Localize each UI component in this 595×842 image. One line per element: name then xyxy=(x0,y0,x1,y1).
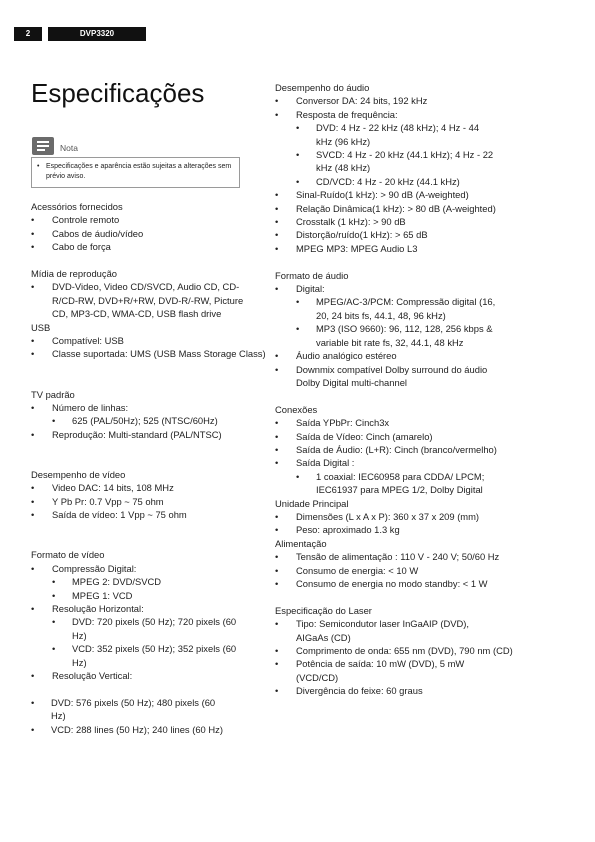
list-item: Número de linhas: xyxy=(52,402,129,414)
list-item: MPEG MP3: MPEG Audio L3 xyxy=(296,242,418,254)
section-formato-video: Formato de vídeo • Compressão Digital: • MPEG 2: DVD/SVCD • MPEG 1: VCD • Resolução Horizontal: • DVD: 720 pixels (50 Hz); 720 pixels (60 Hz) • VCD: 352 pixels (50 Hz); 352 pixels (60 Hz) • Resolução Vertical: • DVD: 576 pixels (50 Hz); 480 pixels (60 Hz) • VCD: 288 lines (50 Hz); 240 lines (60 Hz) xyxy=(31,548,281,736)
note-text: Especificações e aparência estão sujeitas a alterações sem prévio aviso. xyxy=(46,163,232,180)
list-subitem: DVD: 720 pixels (50 Hz); 720 pixels (60 Hz) xyxy=(72,616,237,641)
section-conexoes: Conexões • Saída YPbPr: Cinch3x • Saída de Vídeo: Cinch (amarelo) • Saída de Áudio: (L+R): Cinch (branco/vermelho) • Saída Digital : • 1 coaxial: IEC60958 para CDDA/ LPCM; IEC61937 para MPEG 1/2, Dolby Digital xyxy=(275,403,525,497)
list-item: Reprodução: Multi-standard (PAL/NTSC) xyxy=(52,428,222,440)
list-item: Saída YPbPr: Cinch3x xyxy=(296,417,390,429)
list-item: Sinal-Ruído(1 kHz): > 90 dB (A-weighted) xyxy=(296,189,469,201)
list-item: Potência de saída: 10 mW (DVD), 5 mW (VCD/CD) xyxy=(296,658,465,683)
list-item: Saída de vídeo: 1 Vpp ~ 75 ohm xyxy=(52,509,187,521)
page-number: 2 xyxy=(14,27,42,41)
note-box xyxy=(31,137,240,188)
list-item: Dimensões (L x A x P): 360 x 37 x 209 (mm) xyxy=(296,510,480,522)
list-item: Áudio analógico estéreo xyxy=(296,350,397,362)
list-item: Consumo de energia: < 10 W xyxy=(296,564,419,576)
section-midia: Mídia de reprodução • DVD-Video, Video CD/SVCD, Audio CD, CD-R/CD-RW, DVD+R/+RW, DVD-R/-RW, Picture CD, MP3-CD, WMA-CD, USB flash drive xyxy=(31,267,281,321)
note-icon xyxy=(32,137,54,155)
list-item: Cabo de força xyxy=(52,241,111,253)
list-item: Video DAC: 14 bits, 108 MHz xyxy=(52,482,174,494)
list-item: Digital: xyxy=(296,283,325,295)
note-body: • Especificações e aparência estão sujeitas a alterações sem prévio aviso. xyxy=(31,158,240,188)
page-title: Especificações xyxy=(31,78,205,108)
list-item: Comprimento de onda: 655 nm (DVD), 790 nm (CD) xyxy=(296,645,513,657)
list-item: Tensão de alimentação : 110 V - 240 V; 50/60 Hz xyxy=(296,551,500,563)
section-formato-audio: Formato de áudio • Digital: • MPEG/AC-3/PCM: Compressão digital (16, 20, 24 bits fs, 44.1, 48, 96 kHz) • MP3 (ISO 9660): 96, 112, 128, 256 kbps & variable bit rate fs, 32, 44.1, 48 kHz • Áudio analógico estéreo • Downmix compatível Dolby surround do áudio Dolby Digital multi-channel xyxy=(275,269,525,390)
list-item: Saída de Vídeo: Cinch (amarelo) xyxy=(296,430,433,442)
model-label: DVP3320 xyxy=(48,27,146,41)
list-item: Resolução Horizontal: xyxy=(52,603,144,615)
list-item: Y Pb Pr: 0.7 Vpp ~ 75 ohm xyxy=(52,495,164,507)
list-item: Downmix compatível Dolby surround do áudio Dolby Digital multi-channel xyxy=(296,363,488,388)
list-item: Consumo de energia no modo standby: < 1 W xyxy=(296,578,488,589)
section-title: Unidade Principal xyxy=(275,497,349,509)
section-alimentacao: Alimentação • Tensão de alimentação : 110 V - 240 V; 50/60 Hz • Consumo de energia: < 10 W • Consumo de energia no modo standby: < 1 W xyxy=(275,537,525,591)
list-item: Resolução Vertical: xyxy=(52,670,133,682)
list-subitem: SVCD: 4 Hz - 20 kHz (44.1 kHz); 4 Hz - 22 kHz (48 kHz) xyxy=(316,149,494,174)
left-column xyxy=(31,200,281,736)
list-item: VCD: 288 lines (50 Hz); 240 lines (60 Hz) xyxy=(51,723,223,735)
note-label: Nota xyxy=(60,143,78,153)
section-audio: Desempenho do áudio • Conversor DA: 24 bits, 192 kHz • Resposta de frequência: • DVD: 4 Hz - 22 kHz (48 kHz); 4 Hz - 44 kHz (96 kHz) • SVCD: 4 Hz - 20 kHz (44.1 kHz); 4 Hz - 22 kHz (48 kHz) • CD/VCD: 4 Hz - 20 kHz (44.1 kHz) • Sinal-Ruído(1 kHz): > 90 dB (A-weighted) • Relação Dinâmica(1 kHz): > 80 dB (A-weighted) • Crosstalk (1 kHz): > 90 dB • Distorção/ruído(1 kHz): > 65 dB • MPEG MP3: MPEG Audio L3 xyxy=(275,81,525,255)
list-item: Relação Dinâmica(1 kHz): > 80 dB (A-weighted) xyxy=(296,202,496,214)
section-title: Alimentação xyxy=(275,537,327,549)
list-item: Classe suportada: UMS (USB Mass Storage Class) xyxy=(52,348,266,360)
section-title: Conexões xyxy=(275,403,318,415)
list-item: Compatível: USB xyxy=(52,335,124,347)
list-subitem: DVD: 4 Hz - 22 kHz (48 kHz); 4 Hz - 44 kHz (96 kHz) xyxy=(316,122,480,147)
section-title: USB xyxy=(31,321,51,333)
list-item: Divergência do feixe: 60 graus xyxy=(296,685,423,697)
section-title: Especificação do Laser xyxy=(275,604,372,616)
section-unidade: Unidade Principal • Dimensões (L x A x P): 360 x 37 x 209 (mm) • Peso: aproximado 1.3 kg xyxy=(275,497,525,537)
section-title: Formato de vídeo xyxy=(31,549,105,561)
list-item: Saída de Áudio: (L+R): Cinch (branco/vermelho) xyxy=(296,443,497,455)
section-title: Formato de áudio xyxy=(275,269,349,281)
right-column xyxy=(275,81,525,698)
section-title: Desempenho de vídeo xyxy=(31,469,126,481)
list-item: Conversor DA: 24 bits, 192 kHz xyxy=(296,95,428,107)
list-item: Controle remoto xyxy=(52,214,120,226)
list-item: Tipo: Semicondutor laser InGaAIP (DVD), AIGaAs (CD) xyxy=(296,618,469,643)
list-item: Cabos de áudio/vídeo xyxy=(52,227,144,239)
list-item: Crosstalk (1 kHz): > 90 dB xyxy=(296,216,406,228)
section-title: Desempenho do áudio xyxy=(275,82,370,93)
list-item: Resposta de frequência: xyxy=(296,108,398,120)
list-subitem: MPEG 2: DVD/SVCD xyxy=(72,576,162,588)
list-item: Saída Digital : xyxy=(296,457,355,469)
list-item: Distorção/ruído(1 kHz): > 65 dB xyxy=(296,229,428,241)
section-video: Desempenho de vídeo • Video DAC: 14 bits, 108 MHz • Y Pb Pr: 0.7 Vpp ~ 75 ohm • Saída de vídeo: 1 Vpp ~ 75 ohm xyxy=(31,468,281,522)
section-laser: Especificação do Laser • Tipo: Semicondutor laser InGaAIP (DVD), AIGaAs (CD) • Comprimento de onda: 655 nm (DVD), 790 nm (CD) • Potência de saída: 10 mW (DVD), 5 mW (VCD/CD) • Divergência do feixe: 60 graus xyxy=(275,604,525,698)
list-subitem: MPEG 1: VCD xyxy=(72,589,133,601)
list-subitem: VCD: 352 pixels (50 Hz); 352 pixels (60 Hz) xyxy=(72,643,237,668)
list-subitem: MPEG/AC-3/PCM: Compressão digital (16, 20, 24 bits fs, 44.1, 48, 96 kHz) xyxy=(316,296,496,321)
note-header xyxy=(31,137,240,158)
section-tv: TV padrão • Número de linhas: • 625 (PAL/50Hz); 525 (NTSC/60Hz) • Reprodução: Multi-standard (PAL/NTSC) xyxy=(31,388,281,442)
list-subitem: CD/VCD: 4 Hz - 20 kHz (44.1 kHz) xyxy=(316,175,460,187)
section-title: Mídia de reprodução xyxy=(31,268,117,280)
section-title: TV padrão xyxy=(31,388,75,400)
list-item: Compressão Digital: xyxy=(52,562,137,574)
list-subitem: MP3 (ISO 9660): 96, 112, 128, 256 kbps & variable bit rate fs, 32, 44.1, 48 kHz xyxy=(316,323,493,348)
section-usb: USB • Compatível: USB • Classe suportada: UMS (USB Mass Storage Class) xyxy=(31,321,281,361)
list-subitem: 625 (PAL/50Hz); 525 (NTSC/60Hz) xyxy=(72,415,218,427)
list-item: Peso: aproximado 1.3 kg xyxy=(296,524,400,536)
list-subitem: 1 coaxial: IEC60958 para CDDA/ LPCM; IEC61937 para MPEG 1/2, Dolby Digital xyxy=(316,470,485,496)
section-title: Acessórios fornecidos xyxy=(31,201,123,212)
section-acessorios: Acessórios fornecidos • Controle remoto • Cabos de áudio/vídeo • Cabo de força xyxy=(31,200,281,254)
list-item: DVD-Video, Video CD/SVCD, Audio CD, CD-R/CD-RW, DVD+R/+RW, DVD-R/-RW, Picture CD, MP3-CD, WMA-CD, USB flash drive xyxy=(52,281,244,320)
list-item: DVD: 576 pixels (50 Hz); 480 pixels (60 Hz) xyxy=(51,696,216,722)
